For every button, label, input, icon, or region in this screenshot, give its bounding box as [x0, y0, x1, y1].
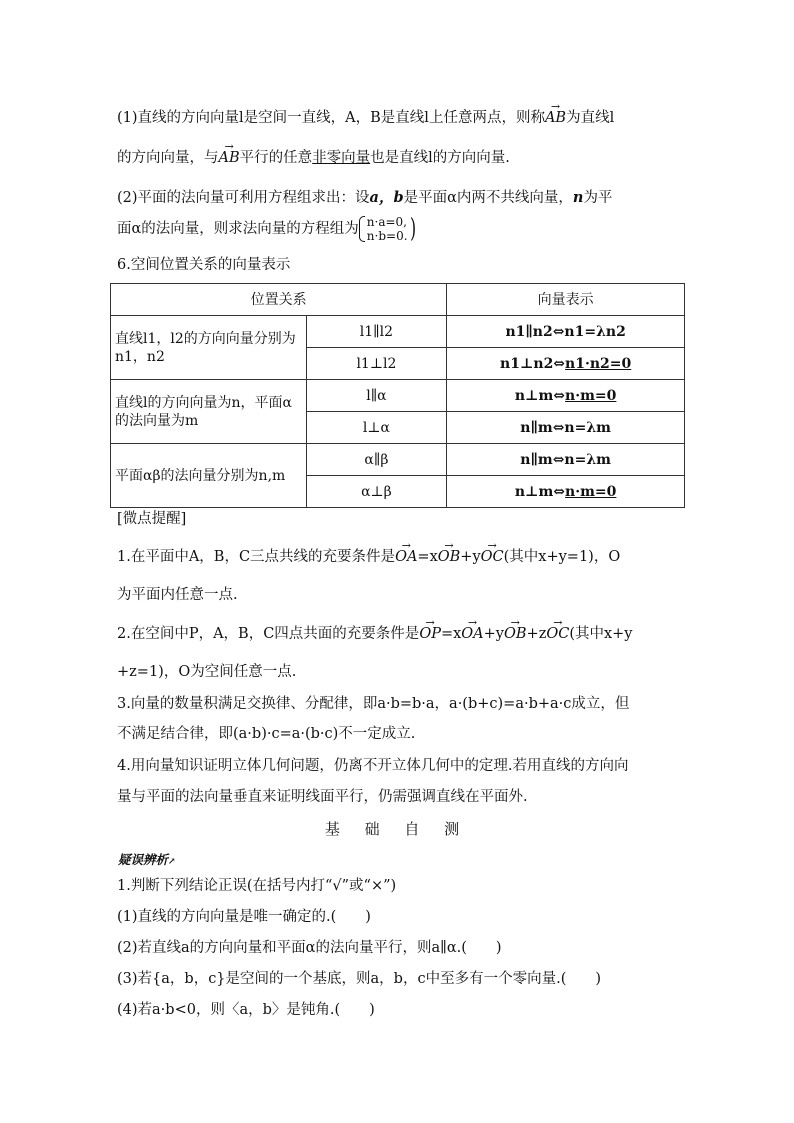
tip-4-line-1: 4.用向量知识证明立体几何问题，仍离不开立体几何中的定理.若用直线的方向向	[117, 758, 629, 774]
question-1: 1.判断下列结论正误(在括号内打“√”或“×”)	[117, 878, 397, 894]
rel-cell: l∥α	[306, 380, 447, 412]
vec-text: n∥m⇔n=λm	[520, 451, 611, 468]
text: 平行的任意	[239, 150, 313, 166]
vector-ab: → AB	[219, 148, 240, 168]
underlined-text: 非零向量	[312, 150, 371, 166]
bold-vectors: a，b	[369, 189, 404, 206]
vec-text: n1∥n2⇔n1=λn2	[505, 323, 626, 340]
vec-cell	[447, 412, 685, 444]
equation-2: n·b=0.	[366, 229, 408, 243]
vec-text: n∥m⇔n=λm	[520, 419, 611, 436]
tip-2-line-1	[117, 624, 633, 644]
question-1-item-3: (3)若{a，b，c}是空间的一个基底，则a，b，c中至多有一个零向量.( )	[117, 971, 602, 987]
vector-ob: → OB	[504, 624, 527, 644]
vector-oc: → OC	[546, 624, 569, 644]
vector-oa: → OA	[461, 624, 483, 644]
equation-system	[359, 215, 408, 243]
vec-underlined: n1·n2=0	[565, 355, 632, 372]
header-vector: 向量表示	[447, 284, 685, 316]
text: +y	[483, 626, 504, 642]
vec-cell	[447, 380, 685, 412]
paragraph-2-line-1	[117, 188, 612, 208]
vector-ob: → OB	[438, 547, 461, 567]
tip-3-line-2: 不满足结合律，即(a·b)·c=a·(b·c)不一定成立.	[117, 726, 416, 742]
bold-vector: n	[572, 189, 584, 206]
group-3-label: 平面αβ的法向量分别为n,m	[111, 444, 307, 508]
text: 也是直线l的方向向量.	[370, 150, 510, 166]
header-position: 位置关系	[111, 284, 447, 316]
text: (其中x+y	[569, 626, 633, 642]
vec-underlined: n·m=0	[565, 483, 617, 500]
vec-text: n1⊥n2⇔	[500, 355, 566, 372]
tip-1-line-2: 为平面内任意一点.	[117, 587, 238, 603]
tip-heading: [微点提醒]	[117, 511, 187, 527]
group-2-label: 直线l的方向向量为n，平面α的法向量为m	[111, 380, 307, 444]
tip-3-line-1: 3.向量的数量积满足交换律、分配律，即a·b=b·a，a·(b+c)=a·b+a·c成立，但	[117, 696, 630, 712]
vector-op: → OP	[419, 624, 441, 644]
tip-2-line-2: +z=1)，O为空间任意一点.	[117, 664, 297, 680]
vec-cell	[447, 444, 685, 476]
vector-oc: → OC	[481, 547, 504, 567]
text: (1)直线的方向向量l是空间一直线，A，B是直线l上任意两点，则称	[117, 110, 545, 126]
paragraph-2-line-2	[117, 215, 418, 243]
text: 1.在平面中A，B，C三点共线的充要条件是	[117, 549, 396, 565]
text: +z	[526, 626, 547, 642]
text: =x	[417, 549, 438, 565]
text: 的方向向量，与	[117, 150, 219, 166]
group-1-label: 直线l1，l2的方向向量分别为n1，n2	[111, 316, 307, 380]
section-6-title: 6.空间位置关系的向量表示	[117, 257, 291, 273]
equation-1: n·a=0,	[366, 215, 407, 229]
rel-cell: l1∥l2	[306, 316, 447, 348]
rel-cell: l⊥α	[306, 412, 447, 444]
tip-4-line-2: 量与平面的法向量垂直来证明线面平行，仍需强调直线在平面外.	[117, 789, 528, 805]
paragraph-1-line-1	[117, 108, 614, 128]
rel-cell: l1⊥l2	[306, 348, 447, 380]
category-tag: 疑误辨析 ↗	[118, 850, 176, 868]
text: 为平	[583, 190, 613, 206]
vector-oa: → OA	[395, 547, 417, 567]
vec-text: n⊥m⇔	[514, 387, 566, 404]
vec-cell	[447, 476, 685, 508]
text: (2)平面的法向量可利用方程组求出：设	[117, 190, 370, 206]
right-paren: )	[409, 214, 416, 244]
text: 2.在空间中P，A，B，C四点共面的充要条件是	[117, 626, 420, 642]
question-1-item-2: (2)若直线a的方向向量和平面α的法向量平行，则a∥α.( )	[117, 940, 502, 956]
vector-ab: → AB	[545, 108, 566, 128]
vec-cell	[447, 316, 685, 348]
question-1-item-4: (4)若a·b<0，则〈a，b〉是钝角.( )	[117, 1002, 375, 1018]
text: 为直线l	[566, 110, 615, 126]
paragraph-1-line-2	[117, 148, 510, 168]
vec-text: n⊥m⇔	[514, 483, 566, 500]
vec-cell	[447, 348, 685, 380]
tip-1-line-1	[117, 547, 620, 567]
section-heading: 基 础 自 测	[324, 820, 470, 838]
relation-table	[110, 283, 685, 508]
rel-cell: α⊥β	[306, 476, 447, 508]
rel-cell: α∥β	[306, 444, 447, 476]
text: =x	[440, 626, 462, 642]
question-1-item-1: (1)直线的方向向量是唯一确定的.( )	[117, 909, 371, 925]
text: +y	[460, 549, 481, 565]
text: 面α的法向量，则求法向量的方程组为	[117, 221, 359, 237]
text: (其中x+y=1)，O	[503, 549, 621, 565]
vec-underlined: n·m=0	[565, 387, 617, 404]
text: 是平面α内两不共线向量，	[403, 190, 573, 206]
